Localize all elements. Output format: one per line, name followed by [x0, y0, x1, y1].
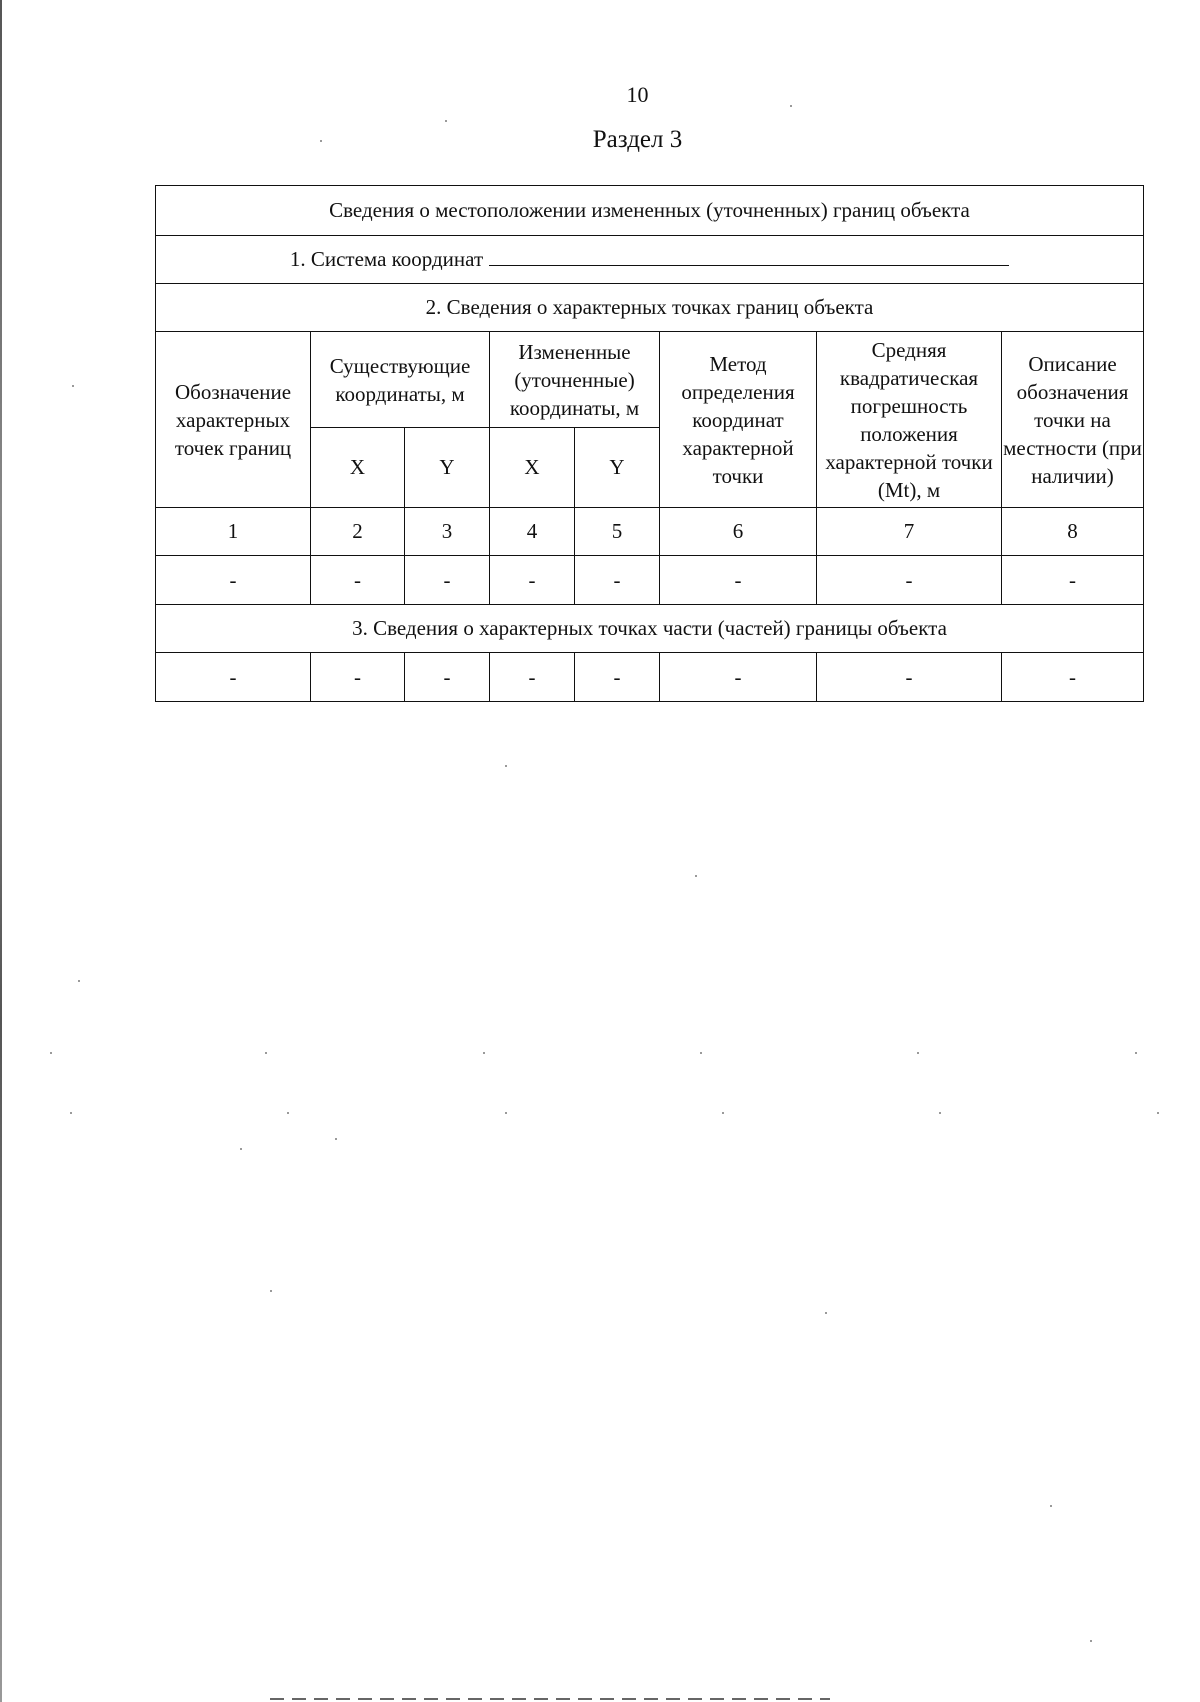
- scan-speck: [1090, 1640, 1092, 1642]
- scan-speck: [72, 385, 74, 387]
- points-section-row: [156, 284, 1144, 332]
- header-changed-coords: Измененные (уточненные) координаты, м: [490, 332, 660, 428]
- header-existing-y: Y: [405, 428, 490, 508]
- table-title-row: [156, 186, 1144, 236]
- scan-bottom-edge: [270, 1698, 830, 1700]
- table-cell: -: [817, 556, 1002, 605]
- scan-speck: [445, 120, 447, 122]
- table-cell: -: [405, 556, 490, 605]
- coordinate-system-row: [156, 236, 1144, 284]
- scan-speck: [722, 1112, 724, 1114]
- header-method: Метод определения координат характерной точки: [660, 332, 817, 508]
- scan-speck: [483, 1052, 485, 1054]
- table-cell: -: [660, 556, 817, 605]
- scan-speck: [320, 140, 322, 142]
- scan-speck: [505, 1112, 507, 1114]
- points-data-row: [156, 556, 1144, 605]
- section-title: Раздел 3: [592, 126, 683, 153]
- column-number: 3: [405, 508, 490, 556]
- header-existing-x: X: [311, 428, 405, 508]
- header-error: Средняя квадратическая погрешность положения характерной точки (Mt), м: [817, 332, 1002, 508]
- boundary-table: [155, 185, 1144, 702]
- column-number: 2: [311, 508, 405, 556]
- table-cell: -: [490, 653, 575, 702]
- scan-speck: [265, 1052, 267, 1054]
- coordinate-system-blank: [489, 247, 1009, 266]
- scan-speck: [790, 105, 792, 107]
- table-cell: -: [1002, 556, 1144, 605]
- column-number: 4: [490, 508, 575, 556]
- scan-speck: [70, 1112, 72, 1114]
- scan-speck: [695, 875, 697, 877]
- column-number: 1: [156, 508, 311, 556]
- scan-speck: [1135, 1052, 1137, 1054]
- scan-speck: [240, 1148, 242, 1150]
- table-cell: -: [156, 556, 311, 605]
- scan-speck: [917, 1052, 919, 1054]
- scan-speck: [1157, 1112, 1159, 1114]
- header-changed-y: Y: [575, 428, 660, 508]
- scan-speck: [700, 1052, 702, 1054]
- page-number: 10: [626, 82, 649, 107]
- scan-speck: [939, 1112, 941, 1114]
- scan-speck: [335, 1138, 337, 1140]
- scan-speck: [287, 1112, 289, 1114]
- scan-left-edge: [0, 0, 2, 1702]
- scan-speck: [50, 1052, 52, 1054]
- coordinate-system-label: 1. Система координат: [289, 247, 484, 271]
- header-existing-coords: Существующие координаты, м: [311, 332, 490, 428]
- scan-speck: [1050, 1505, 1052, 1507]
- header-row: [156, 332, 1144, 428]
- table-cell: -: [660, 653, 817, 702]
- column-number: 8: [1002, 508, 1144, 556]
- table-cell: -: [311, 556, 405, 605]
- table-cell: -: [156, 653, 311, 702]
- table-title: Сведения о местоположении измененных (уточненных) границ объекта: [156, 186, 1144, 236]
- column-number: 5: [575, 508, 660, 556]
- scan-speck: [505, 765, 507, 767]
- parts-section-row: [156, 605, 1144, 653]
- parts-section-label: 3. Сведения о характерных точках части (частей) границы объекта: [156, 605, 1144, 653]
- header-changed-x: X: [490, 428, 575, 508]
- column-numbers-row: [156, 508, 1144, 556]
- table-cell: -: [311, 653, 405, 702]
- table-cell: -: [575, 556, 660, 605]
- column-number: 6: [660, 508, 817, 556]
- table-cell: -: [490, 556, 575, 605]
- header-designation: Обозначение характерных точек границ: [156, 332, 311, 508]
- scan-speck: [825, 1312, 827, 1314]
- column-number: 7: [817, 508, 1002, 556]
- table-cell: -: [575, 653, 660, 702]
- table-cell: -: [405, 653, 490, 702]
- header-description: Описание обозначения точки на местности (при наличии): [1002, 332, 1144, 508]
- table-cell: -: [1002, 653, 1144, 702]
- scan-speck: [270, 1290, 272, 1292]
- coordinate-system-cell: [156, 236, 1144, 284]
- parts-data-row: [156, 653, 1144, 702]
- table-cell: -: [817, 653, 1002, 702]
- points-section-label: 2. Сведения о характерных точках границ объекта: [156, 284, 1144, 332]
- scan-speck: [78, 980, 80, 982]
